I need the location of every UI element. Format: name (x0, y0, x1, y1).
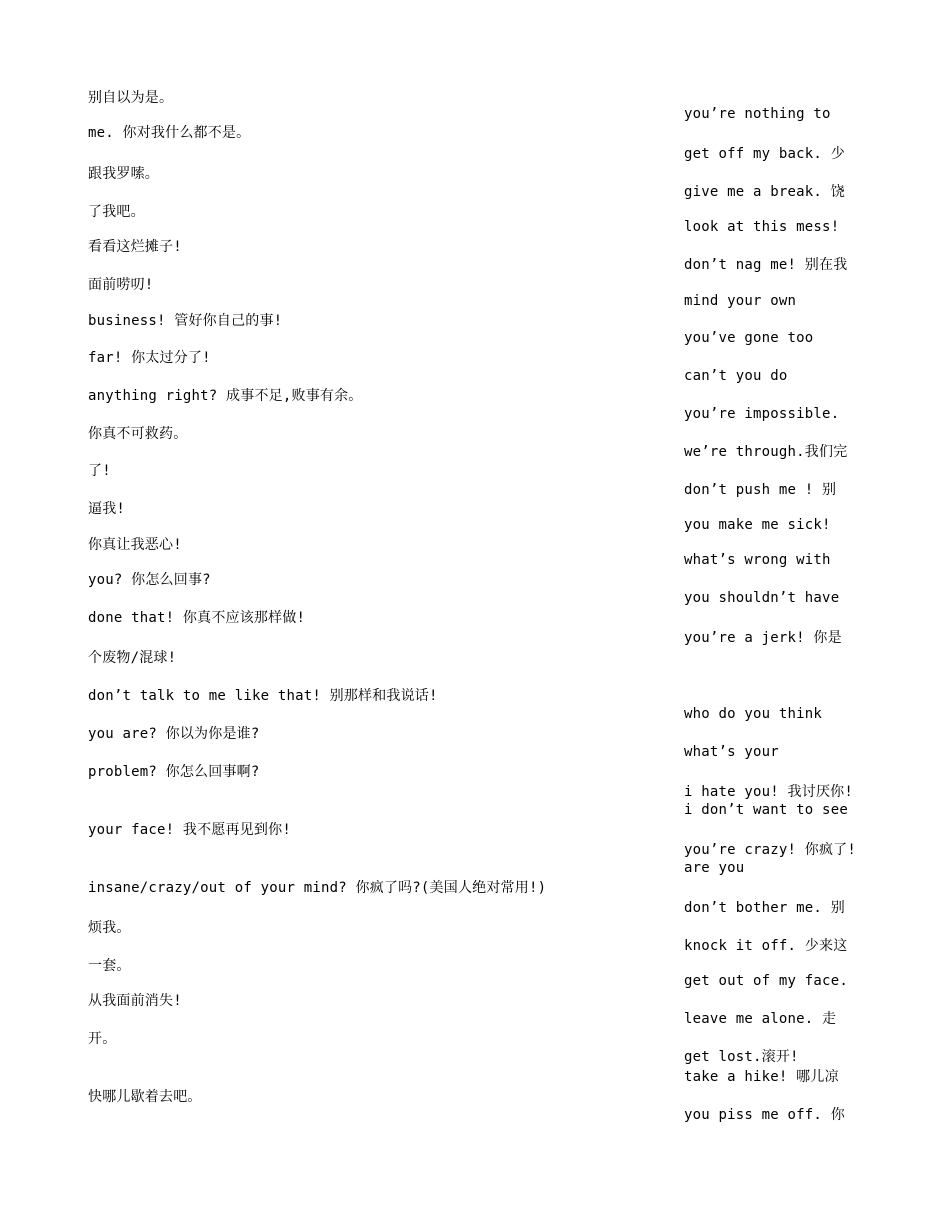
right-line: you shouldn’t have (684, 590, 840, 606)
left-line: 看看这烂摊子! (88, 239, 182, 255)
right-line: take a hike! 哪儿凉 (684, 1069, 839, 1085)
left-line: 了我吧。 (88, 204, 145, 220)
right-line: can’t you do (684, 368, 788, 384)
left-line: 你真让我恶心! (88, 537, 182, 553)
left-line: don’t talk to me like that! 别那样和我说话! (88, 688, 438, 704)
left-line: anything right? 成事不足,败事有余。 (88, 388, 363, 404)
right-line: leave me alone. 走 (684, 1011, 837, 1027)
left-line: 跟我罗嗦。 (88, 166, 159, 182)
right-line: you’ve gone too (684, 330, 814, 346)
right-line: knock it off. 少来这 (684, 938, 848, 954)
right-line: you’re impossible. (684, 406, 840, 422)
right-line: we’re through.我们完 (684, 444, 848, 460)
left-line: your face! 我不愿再见到你! (88, 822, 291, 838)
right-line: i don’t want to see (684, 802, 848, 818)
left-line: 别自以为是。 (88, 90, 174, 106)
left-line: me. 你对我什么都不是。 (88, 125, 251, 141)
left-line: you are? 你以为你是谁? (88, 726, 260, 742)
left-line: 面前唠叨! (88, 277, 154, 293)
right-line: don’t push me ! 别 (684, 482, 837, 498)
right-line: you’re crazy! 你疯了! (684, 842, 857, 858)
right-line: don’t bother me. 别 (684, 900, 845, 916)
right-line: give me a break. 饶 (684, 184, 845, 200)
left-line: insane/crazy/out of your mind? 你疯了吗?(美国人绝对常用!) (88, 880, 547, 896)
left-line: 你真不可救药。 (88, 426, 188, 442)
left-line: you? 你怎么回事? (88, 572, 211, 588)
right-line: get lost.滚开! (684, 1049, 799, 1065)
left-line: 一套。 (88, 958, 131, 974)
right-line: what’s your (684, 744, 779, 760)
right-line: you’re a jerk! 你是 (684, 630, 842, 646)
right-line: what’s wrong with (684, 552, 831, 568)
left-line: 快哪儿歇着去吧。 (88, 1089, 202, 1105)
left-line: 逼我! (88, 501, 126, 517)
left-line: done that! 你真不应该那样做! (88, 610, 306, 626)
right-line: look at this mess! (684, 219, 840, 235)
right-line: don’t nag me! 别在我 (684, 257, 848, 273)
right-line: get off my back. 少 (684, 146, 845, 162)
left-line: 开。 (88, 1031, 117, 1047)
left-line: 了! (88, 463, 111, 479)
left-line: 个废物/混球! (88, 650, 177, 666)
right-line: you make me sick! (684, 517, 831, 533)
right-line: get out of my face. (684, 973, 848, 989)
left-line: 从我面前消失! (88, 993, 182, 1009)
right-line: you piss me off. 你 (684, 1107, 845, 1123)
left-line: 烦我。 (88, 920, 131, 936)
left-line: problem? 你怎么回事啊? (88, 764, 260, 780)
right-line: you’re nothing to (684, 106, 831, 122)
left-line: far! 你太过分了! (88, 350, 211, 366)
left-line: business! 管好你自己的事! (88, 313, 283, 329)
right-line: i hate you! 我讨厌你! (684, 784, 853, 800)
right-line: mind your own (684, 293, 797, 309)
right-line: who do you think (684, 706, 823, 722)
right-line: are you (684, 860, 745, 876)
